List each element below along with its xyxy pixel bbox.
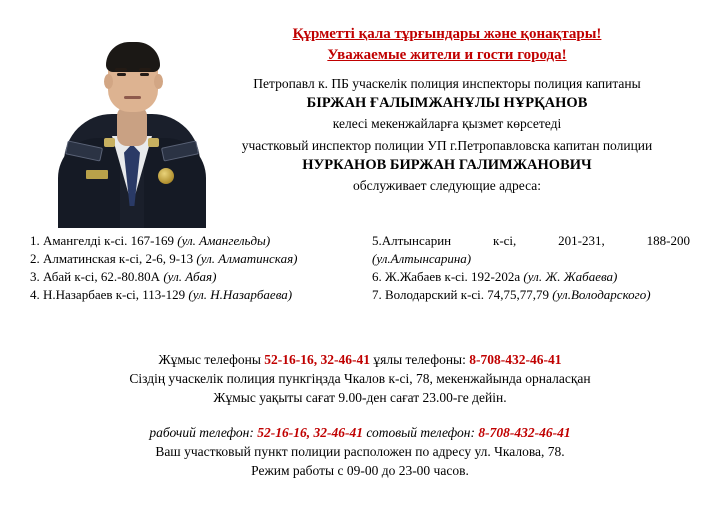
mobile-phone-value-ru: 8-708-432-46-41 — [478, 425, 571, 440]
address-kz: 7. Володарский к-сі. 74,75,77,79 — [372, 287, 550, 302]
officer-serves-kz: келесі мекенжайларға қызмет көрсетеді — [332, 116, 562, 131]
contact-hours-kz: Жұмыс уақыты сағат 9.00-ден сағат 23.00-ге дейін. — [213, 390, 507, 405]
mobile-phone-label-kz: ұялы телефоны: — [373, 352, 466, 367]
officer-info-ru — [212, 136, 682, 195]
address-item — [372, 232, 690, 268]
contact-phones-kz — [30, 350, 690, 369]
collar-insignia-right — [148, 138, 159, 147]
contact-address-kz: Сіздің учаскелік полиция пункгіңзда Чкалов к-сі, 78, мекенжайында орналасқан — [129, 371, 591, 386]
address-item — [30, 250, 360, 268]
officer-name-ru: НУРКАНОВ БИРЖАН ГАЛИМЖАНОВИЧ — [302, 157, 592, 173]
address-ru: (ул. Алматинская) — [196, 251, 298, 266]
address-ru: (ул.Алтынсарина) — [372, 251, 472, 266]
address-ru: (ул. Абая) — [163, 269, 217, 284]
contact-phones-ru — [30, 423, 690, 442]
address-column-left — [30, 232, 360, 304]
address-ru: (ул.Володарского) — [552, 287, 651, 302]
chest-ribbon-icon — [86, 170, 108, 179]
officer-neck — [117, 106, 147, 146]
address-kz: 3. Абай к-сі, 62.-80.80А — [30, 269, 161, 284]
contact-hours-ru: Режим работы с 09-00 до 23-00 часов. — [251, 463, 469, 478]
address-kz: 2. Алматинская к-сі, 2-6, 9-13 — [30, 251, 194, 266]
address-list — [30, 232, 690, 304]
collar-insignia-left — [104, 138, 115, 147]
address-ru: (ул. Амангельды) — [177, 233, 271, 248]
address-item — [372, 268, 690, 286]
address-item — [372, 286, 690, 304]
address-kz: 4. Н.Назарбаев к-сі, 113-129 — [30, 287, 186, 302]
mobile-phone-value-kz: 8-708-432-46-41 — [469, 352, 562, 367]
officer-photo — [58, 18, 206, 228]
contact-address-ru: Ваш участковый пункт полиции расположен по адресу ул. Чкалова, 78. — [155, 444, 565, 459]
officer-brow-left — [115, 68, 127, 71]
contact-block — [30, 350, 690, 480]
poster-heading — [212, 24, 682, 66]
chest-badge-icon — [158, 168, 174, 184]
officer-name-kz: БІРЖАН ҒАЛЫМЖАНҰЛЫ НҰРҚАНОВ — [306, 95, 588, 111]
officer-brow-right — [139, 68, 151, 71]
address-item — [30, 232, 360, 250]
officer-eye-right — [140, 73, 149, 76]
address-number-2: 188-200 — [646, 233, 690, 248]
officer-role-kz: Петропавл к. ПБ учаскелік полиция инспекторы полиция капитаны — [253, 76, 641, 91]
contact-spacer — [30, 407, 690, 423]
officer-ear-left — [104, 74, 113, 89]
officer-eye-left — [117, 73, 126, 76]
address-item — [30, 268, 360, 286]
officer-ear-right — [154, 74, 163, 89]
heading-line-kz: Құрметті қала тұрғындары және қонақтары! — [292, 26, 602, 42]
address-kz: 5.Алтынсарин — [372, 233, 452, 248]
address-kz: 1. Амангелді к-сі. 167-169 — [30, 233, 175, 248]
officer-mouth — [124, 96, 141, 99]
work-phone-label-kz: Жұмыс телефоны — [158, 352, 261, 367]
heading-line-ru: Уважаемые жители и гости города! — [327, 47, 567, 63]
address-ru: (ул. Н.Назарбаева) — [188, 287, 293, 302]
work-phone-label-ru: рабочий телефон: — [149, 425, 254, 440]
address-kz-mid: к-сі, — [493, 233, 517, 248]
officer-role-ru: участковый инспектор полиции УП г.Петропавловска капитан полиции — [241, 138, 653, 153]
officer-portrait-image — [58, 18, 206, 228]
officer-serves-ru: обслуживает следующие адреса: — [353, 178, 541, 193]
address-ru: (ул. Ж. Жабаева) — [523, 269, 618, 284]
address-column-right — [360, 232, 690, 304]
address-number-1: 201-231, — [558, 233, 605, 248]
address-kz: 6. Ж.Жабаев к-сі. 192-202а — [372, 269, 521, 284]
mobile-phone-label-ru: сотовый телефон: — [366, 425, 475, 440]
officer-info-kz — [212, 74, 682, 133]
address-item — [30, 286, 360, 304]
work-phone-value-ru: 52-16-16, 32-46-41 — [257, 425, 363, 440]
work-phone-value-kz: 52-16-16, 32-46-41 — [264, 352, 371, 367]
